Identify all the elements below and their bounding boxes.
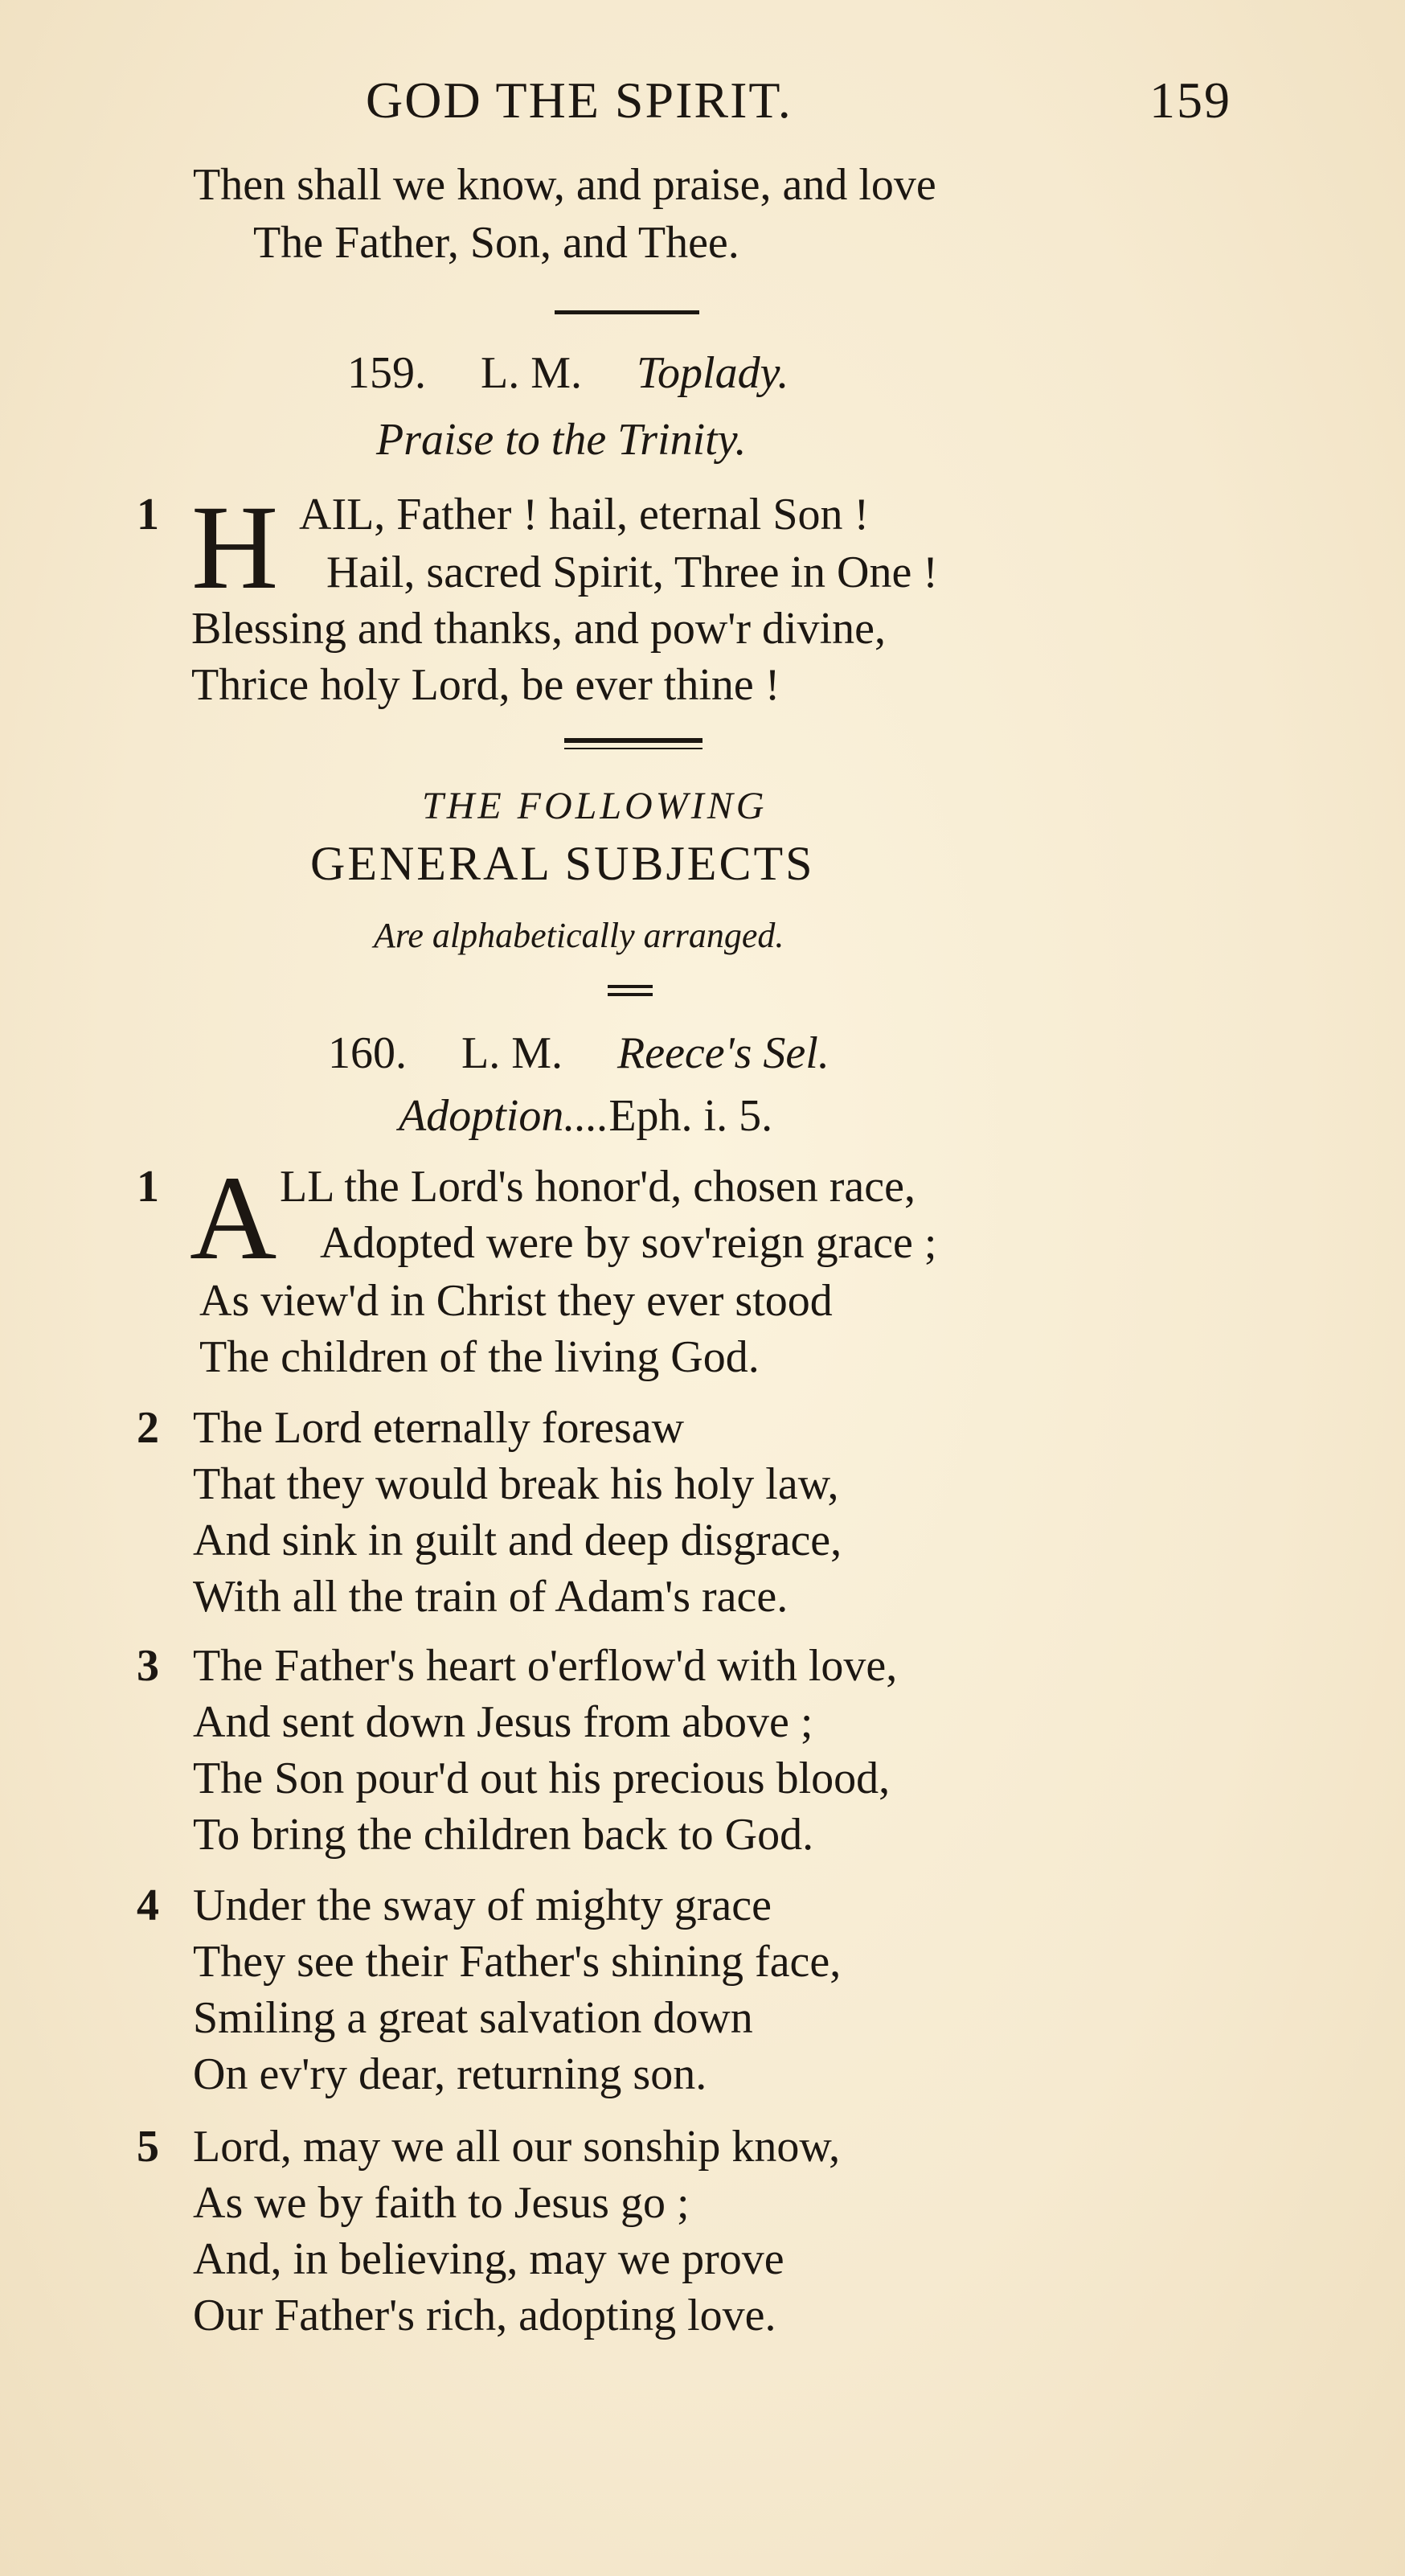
verse-line: On ev'ry dear, returning son. bbox=[193, 2049, 707, 2099]
hymn-number: 160. bbox=[328, 1028, 407, 1078]
continuation-line-2: The Father, Son, and Thee. bbox=[253, 218, 739, 268]
verse-line: Hail, sacred Spirit, Three in One ! bbox=[326, 548, 938, 597]
verse-line: With all the train of Adam's race. bbox=[193, 1572, 789, 1622]
hymn-160-heading bbox=[328, 1028, 829, 1079]
verse-line: Smiling a great salvation down bbox=[193, 1993, 753, 2043]
hymn-meter: L. M. bbox=[481, 348, 582, 398]
verse-line: The Son pour'd out his precious blood, bbox=[193, 1754, 891, 1803]
divider-rule bbox=[555, 310, 699, 314]
verse-line: Thrice holy Lord, be ever thine ! bbox=[191, 660, 780, 710]
section-heading-line-2: GENERAL SUBJECTS bbox=[310, 837, 815, 890]
verse-number: 1 bbox=[137, 1162, 159, 1212]
verse-line: The Lord eternally foresaw bbox=[193, 1403, 685, 1453]
verse-line: LL the Lord's honor'd, chosen race, bbox=[280, 1162, 916, 1212]
verse-line: And sent down Jesus from above ; bbox=[193, 1697, 813, 1747]
divider-rule bbox=[564, 748, 702, 749]
verse-line: The children of the living God. bbox=[199, 1332, 760, 1382]
divider-rule bbox=[608, 993, 653, 996]
verse-number: 1 bbox=[137, 490, 159, 539]
hymn-number: 159. bbox=[347, 348, 426, 398]
drop-cap: H bbox=[191, 481, 279, 614]
verse-line: Adopted were by sov'reign grace ; bbox=[320, 1218, 937, 1268]
continuation-line-1: Then shall we know, and praise, and love bbox=[193, 160, 936, 210]
verse-number: 5 bbox=[137, 2122, 159, 2172]
verse-line: As we by faith to Jesus go ; bbox=[193, 2178, 690, 2228]
hymn-meter: L. M. bbox=[461, 1028, 563, 1078]
hymn-160-subject-line bbox=[399, 1090, 772, 1142]
verse-line: And, in believing, may we prove bbox=[193, 2234, 784, 2284]
drop-cap: A bbox=[190, 1151, 277, 1285]
divider-rule bbox=[564, 738, 702, 743]
hymn-159-heading bbox=[347, 347, 789, 399]
verse-line: Lord, may we all our sonship know, bbox=[193, 2122, 841, 2172]
section-heading-line-1: THE FOLLOWING bbox=[422, 785, 768, 827]
verse-line: AIL, Father ! hail, eternal Son ! bbox=[299, 490, 870, 539]
verse-line: Under the sway of mighty grace bbox=[193, 1881, 772, 1930]
hymn-159-subject: Praise to the Trinity. bbox=[376, 415, 747, 465]
verse-line: As view'd in Christ they ever stood bbox=[199, 1276, 833, 1326]
verse-line: Blessing and thanks, and pow'r divine, bbox=[191, 604, 886, 654]
scripture-reference: Eph. i. 5. bbox=[608, 1091, 773, 1141]
hymn-author: Toplady. bbox=[637, 348, 789, 398]
verse-line: And sink in guilt and deep disgrace, bbox=[193, 1516, 842, 1565]
verse-number: 4 bbox=[137, 1881, 159, 1930]
verse-number: 3 bbox=[137, 1641, 159, 1691]
page-number: 159 bbox=[1149, 72, 1231, 129]
verse-line: That they would break his holy law, bbox=[193, 1459, 839, 1509]
divider-rule bbox=[608, 985, 653, 988]
verse-line: The Father's heart o'erflow'd with love, bbox=[193, 1641, 898, 1691]
verse-number: 2 bbox=[137, 1403, 159, 1453]
verse-line: Our Father's rich, adopting love. bbox=[193, 2291, 776, 2340]
verse-line: They see their Father's shining face, bbox=[193, 1937, 842, 1987]
hymn-subject: Adoption.... bbox=[399, 1091, 609, 1141]
hymn-author: Reece's Sel. bbox=[617, 1028, 829, 1078]
verse-line: To bring the children back to God. bbox=[193, 1810, 814, 1860]
section-heading-line-3: Are alphabetically arranged. bbox=[374, 916, 784, 955]
running-header-title: GOD THE SPIRIT. bbox=[366, 72, 793, 129]
